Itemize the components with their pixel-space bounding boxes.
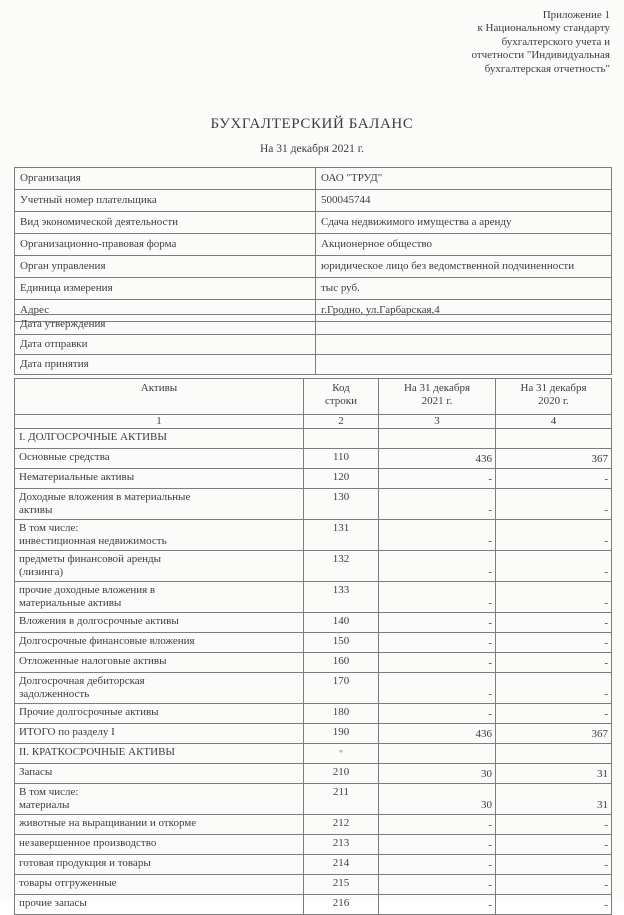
table-row <box>15 835 612 855</box>
value-2020: - <box>496 520 612 551</box>
value-2020: - <box>496 613 612 633</box>
table-row <box>15 653 612 673</box>
field-value: Сдача недвижимого имущества а аренду <box>316 212 612 234</box>
table-row <box>15 449 612 469</box>
value-2021: 30 <box>379 784 496 815</box>
row-label: Доходные вложения в материальные активы <box>15 489 304 520</box>
report-date-subtitle: На 31 декабря 2021 г. <box>259 143 365 155</box>
value-2021: - <box>379 875 496 895</box>
value-2020: - <box>496 582 612 613</box>
row-label: товары отгруженные <box>15 875 304 895</box>
value-2021 <box>379 429 496 449</box>
row-label: В том числе: материалы <box>15 784 304 815</box>
row-label: прочие доходные вложения в материальные активы <box>15 582 304 613</box>
row-code: 160 <box>304 653 379 673</box>
value-2020: - <box>496 653 612 673</box>
value-2021: - <box>379 653 496 673</box>
row-label: II. КРАТКОСРОЧНЫЕ АКТИВЫ <box>15 744 304 764</box>
row-code: 110 <box>304 449 379 469</box>
row-label: I. ДОЛГОСРОЧНЫЕ АКТИВЫ <box>15 429 304 449</box>
field-label: Орган управления <box>15 256 316 278</box>
balance-table-body <box>15 429 612 915</box>
field-value: 500045744 <box>316 190 612 212</box>
table-row <box>15 784 612 815</box>
date-row <box>15 335 612 355</box>
value-2021: 436 <box>379 724 496 744</box>
row-code <box>304 429 379 449</box>
page-title: БУХГАЛТЕРСКИЙ БАЛАНС <box>210 116 414 132</box>
table-row <box>15 489 612 520</box>
dates-table-body <box>15 315 612 375</box>
col-header-2021: На 31 декабря 2021 г. <box>379 379 496 415</box>
table-row <box>15 855 612 875</box>
value-2021: - <box>379 551 496 582</box>
value-2021: 30 <box>379 764 496 784</box>
row-code: 216 <box>304 895 379 915</box>
field-value: тыс руб. <box>316 278 612 300</box>
field-label: Дата принятия <box>15 355 316 375</box>
row-code: 170 <box>304 673 379 704</box>
organization-info-table <box>14 167 612 322</box>
field-label: Дата отправки <box>15 335 316 355</box>
row-label: готовая продукция и товары <box>15 855 304 875</box>
date-row <box>15 355 612 375</box>
balance-table <box>14 378 612 915</box>
row-code: 130 <box>304 489 379 520</box>
info-row <box>15 212 612 234</box>
dates-table <box>14 314 612 375</box>
row-code: 131 <box>304 520 379 551</box>
appendix-note <box>471 9 610 76</box>
row-label: Основные средства <box>15 449 304 469</box>
field-label: Дата утверждения <box>15 315 316 335</box>
value-2021: - <box>379 582 496 613</box>
row-label: Долгосрочные финансовые вложения <box>15 633 304 653</box>
value-2021: - <box>379 633 496 653</box>
row-label: Вложения в долгосрочные активы <box>15 613 304 633</box>
value-2020: - <box>496 835 612 855</box>
row-code: 132 <box>304 551 379 582</box>
table-row <box>15 520 612 551</box>
field-value <box>316 315 612 335</box>
field-value: ОАО "ТРУД" <box>316 168 612 190</box>
field-label: Единица измерения <box>15 278 316 300</box>
row-code: 140 <box>304 613 379 633</box>
table-row <box>15 764 612 784</box>
balance-table-header-row <box>15 379 612 415</box>
value-2020: 31 <box>496 784 612 815</box>
field-label: Адрес <box>15 300 316 322</box>
row-label: ИТОГО по разделу I <box>15 724 304 744</box>
row-code: 212 <box>304 815 379 835</box>
value-2020: - <box>496 895 612 915</box>
row-label: В том числе: инвестиционная недвижимость <box>15 520 304 551</box>
table-row <box>15 633 612 653</box>
column-numbers-row <box>15 415 612 429</box>
row-code: 190 <box>304 724 379 744</box>
column-number: 1 <box>15 415 304 429</box>
row-code: 150 <box>304 633 379 653</box>
table-row <box>15 582 612 613</box>
field-value <box>316 335 612 355</box>
row-code: 133 <box>304 582 379 613</box>
value-2021: - <box>379 704 496 724</box>
table-row <box>15 895 612 915</box>
section-row <box>15 744 612 764</box>
value-2021: - <box>379 613 496 633</box>
appendix-line: Приложение 1 <box>542 9 610 21</box>
row-label: незавершенное производство <box>15 835 304 855</box>
value-2020: - <box>496 855 612 875</box>
field-value: Акционерное общество <box>316 234 612 256</box>
value-2020: - <box>496 469 612 489</box>
table-row <box>15 551 612 582</box>
row-code: 210 <box>304 764 379 784</box>
table-row <box>15 469 612 489</box>
row-label: Отложенные налоговые активы <box>15 653 304 673</box>
col-header-2020: На 31 декабря 2020 г. <box>496 379 612 415</box>
info-row <box>15 278 612 300</box>
value-2020 <box>496 744 612 764</box>
row-label: Запасы <box>15 764 304 784</box>
value-2021: - <box>379 469 496 489</box>
table-row <box>15 724 612 744</box>
row-label: Прочие долгосрочные активы <box>15 704 304 724</box>
value-2020: 31 <box>496 764 612 784</box>
value-2020: - <box>496 704 612 724</box>
info-row <box>15 190 612 212</box>
table-row <box>15 704 612 724</box>
field-value: г.Гродно, ул.Гарбарская,4 <box>316 300 612 322</box>
field-value: юридическое лицо без ведомственной подчиненности <box>316 256 612 278</box>
appendix-line: бухгалтерского учета и <box>501 35 610 48</box>
field-label: Учетный номер плательщика <box>15 190 316 212</box>
value-2021: - <box>379 673 496 704</box>
table-row <box>15 875 612 895</box>
column-number: 4 <box>496 415 612 429</box>
row-code: 120 <box>304 469 379 489</box>
value-2021: - <box>379 520 496 551</box>
appendix-line: к Национальному стандарту <box>477 22 610 35</box>
row-code: * <box>304 744 379 764</box>
field-label: Вид экономической деятельности <box>15 212 316 234</box>
info-row <box>15 256 612 278</box>
col-header-assets: Активы <box>15 379 304 415</box>
table-row <box>15 815 612 835</box>
value-2020: - <box>496 875 612 895</box>
value-2020: 367 <box>496 449 612 469</box>
table-row <box>15 673 612 704</box>
row-code: 215 <box>304 875 379 895</box>
row-label: прочие запасы <box>15 895 304 915</box>
row-label: Нематериальные активы <box>15 469 304 489</box>
value-2020 <box>496 429 612 449</box>
column-number: 3 <box>379 415 496 429</box>
row-label: предметы финансовой аренды (лизинга) <box>15 551 304 582</box>
field-label: Организационно-правовая форма <box>15 234 316 256</box>
field-label: Организация <box>15 168 316 190</box>
value-2021: - <box>379 895 496 915</box>
field-value <box>316 355 612 375</box>
organization-info-table-body <box>15 168 612 322</box>
value-2020: - <box>496 633 612 653</box>
col-header-code: Код строки <box>304 379 379 415</box>
table-row <box>15 613 612 633</box>
value-2021 <box>379 744 496 764</box>
appendix-line: отчетности "Индивидуальная <box>471 49 610 62</box>
value-2021: - <box>379 835 496 855</box>
info-row <box>15 168 612 190</box>
value-2021: - <box>379 815 496 835</box>
value-2021: - <box>379 489 496 520</box>
value-2021: 436 <box>379 449 496 469</box>
value-2020: - <box>496 551 612 582</box>
value-2020: - <box>496 489 612 520</box>
value-2020: 367 <box>496 724 612 744</box>
date-row <box>15 315 612 335</box>
row-label: Долгосрочная дебиторская задолженность <box>15 673 304 704</box>
value-2020: - <box>496 673 612 704</box>
row-code: 180 <box>304 704 379 724</box>
row-code: 214 <box>304 855 379 875</box>
column-number: 2 <box>304 415 379 429</box>
appendix-line: бухгалтерская отчетность" <box>484 62 610 75</box>
info-row <box>15 234 612 256</box>
row-code: 213 <box>304 835 379 855</box>
section-row <box>15 429 612 449</box>
value-2021: - <box>379 855 496 875</box>
value-2020: - <box>496 815 612 835</box>
row-code: 211 <box>304 784 379 815</box>
row-label: животные на выращивании и откорме <box>15 815 304 835</box>
